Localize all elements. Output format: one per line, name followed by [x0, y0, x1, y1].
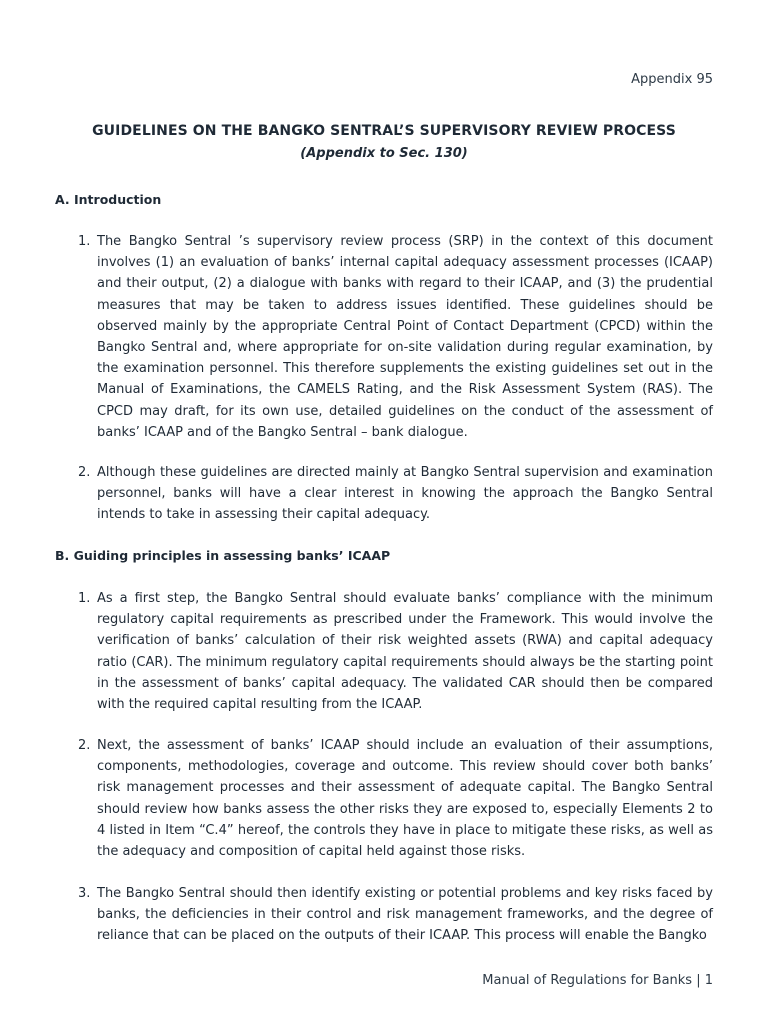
item-text: Although these guidelines are directed mainly at Bangko Sentral supervision and examination personnel, banks will have a clear interest in knowing the approach the Bangko Sentral intends to take in assessing their capital adequacy.	[97, 465, 713, 523]
section-b-item-1	[78, 588, 713, 715]
item-number: 2.	[78, 738, 91, 753]
section-a-heading: A. Introduction	[55, 192, 162, 207]
item-text: The Bangko Sentral ’s supervisory review process (SRP) in the context of this document involves (1) an evaluation of banks’ internal capital adequacy assessment processes (ICAAP) and their output, (2) a dialogue with banks with regard to their ICAAP, and (3) the prudential measures that may be taken to address issues identified. These guidelines should be observed mainly by the appropriate Central Point of Contact Department (CPCD) within the Bangko Sentral and, where appropriate for on-site validation during regular examination, by the examination personnel. This therefore supplements the existing guidelines set out in the Manual of Examinations, the CAMELS Rating, and the Risk Assessment System (RAS). The CPCD may draft, for its own use, detailed guidelines on the conduct of the assessment of banks’ ICAAP and of the Bangko Sentral – bank dialogue.	[97, 234, 713, 440]
item-number: 1.	[78, 234, 91, 249]
appendix-label: Appendix 95	[631, 72, 713, 87]
item-text: The Bangko Sentral should then identify existing or potential problems and key risks faced by banks, the deficiencies in their control and risk management frameworks, and the degree of reliance that can be placed on the outputs of their ICAAP. This process will enable the Bangko	[97, 886, 713, 944]
document-title: GUIDELINES ON THE BANGKO SENTRAL’S SUPERVISORY REVIEW PROCESS	[92, 123, 676, 139]
item-number: 3.	[78, 886, 91, 901]
item-text: Next, the assessment of banks’ ICAAP should include an evaluation of their assumptions, components, methodologies, coverage and outcome. This review should cover both banks’ risk management processes and their assessment of adequate capital. The Bangko Sentral should review how banks assess the other risks they are exposed to, especially Elements 2 to 4 listed in Item “C.4” hereof, the controls they have in place to mitigate these risks, as well as the adequacy and composition of capital held against those risks.	[97, 738, 713, 860]
item-number: 2.	[78, 465, 91, 480]
section-a-item-2	[78, 462, 713, 526]
document-subtitle: (Appendix to Sec. 130)	[300, 146, 468, 161]
item-text: As a first step, the Bangko Sentral should evaluate banks’ compliance with the minimum regulatory capital requirements as prescribed under the Framework. This would involve the verification of banks’ calculation of their risk weighted assets (RWA) and capital adequacy ratio (CAR). The minimum regulatory capital requirements should always be the starting point in the assessment of banks’ capital adequacy. The validated CAR should then be compared with the required capital resulting from the ICAAP.	[97, 591, 713, 713]
item-number: 1.	[78, 591, 91, 606]
section-b-item-3	[78, 883, 713, 947]
section-b-item-2	[78, 735, 713, 862]
section-a-item-1	[78, 231, 713, 443]
section-b-heading: B. Guiding principles in assessing banks’ ICAAP	[55, 548, 391, 563]
page-footer: Manual of Regulations for Banks | 1	[482, 973, 713, 988]
